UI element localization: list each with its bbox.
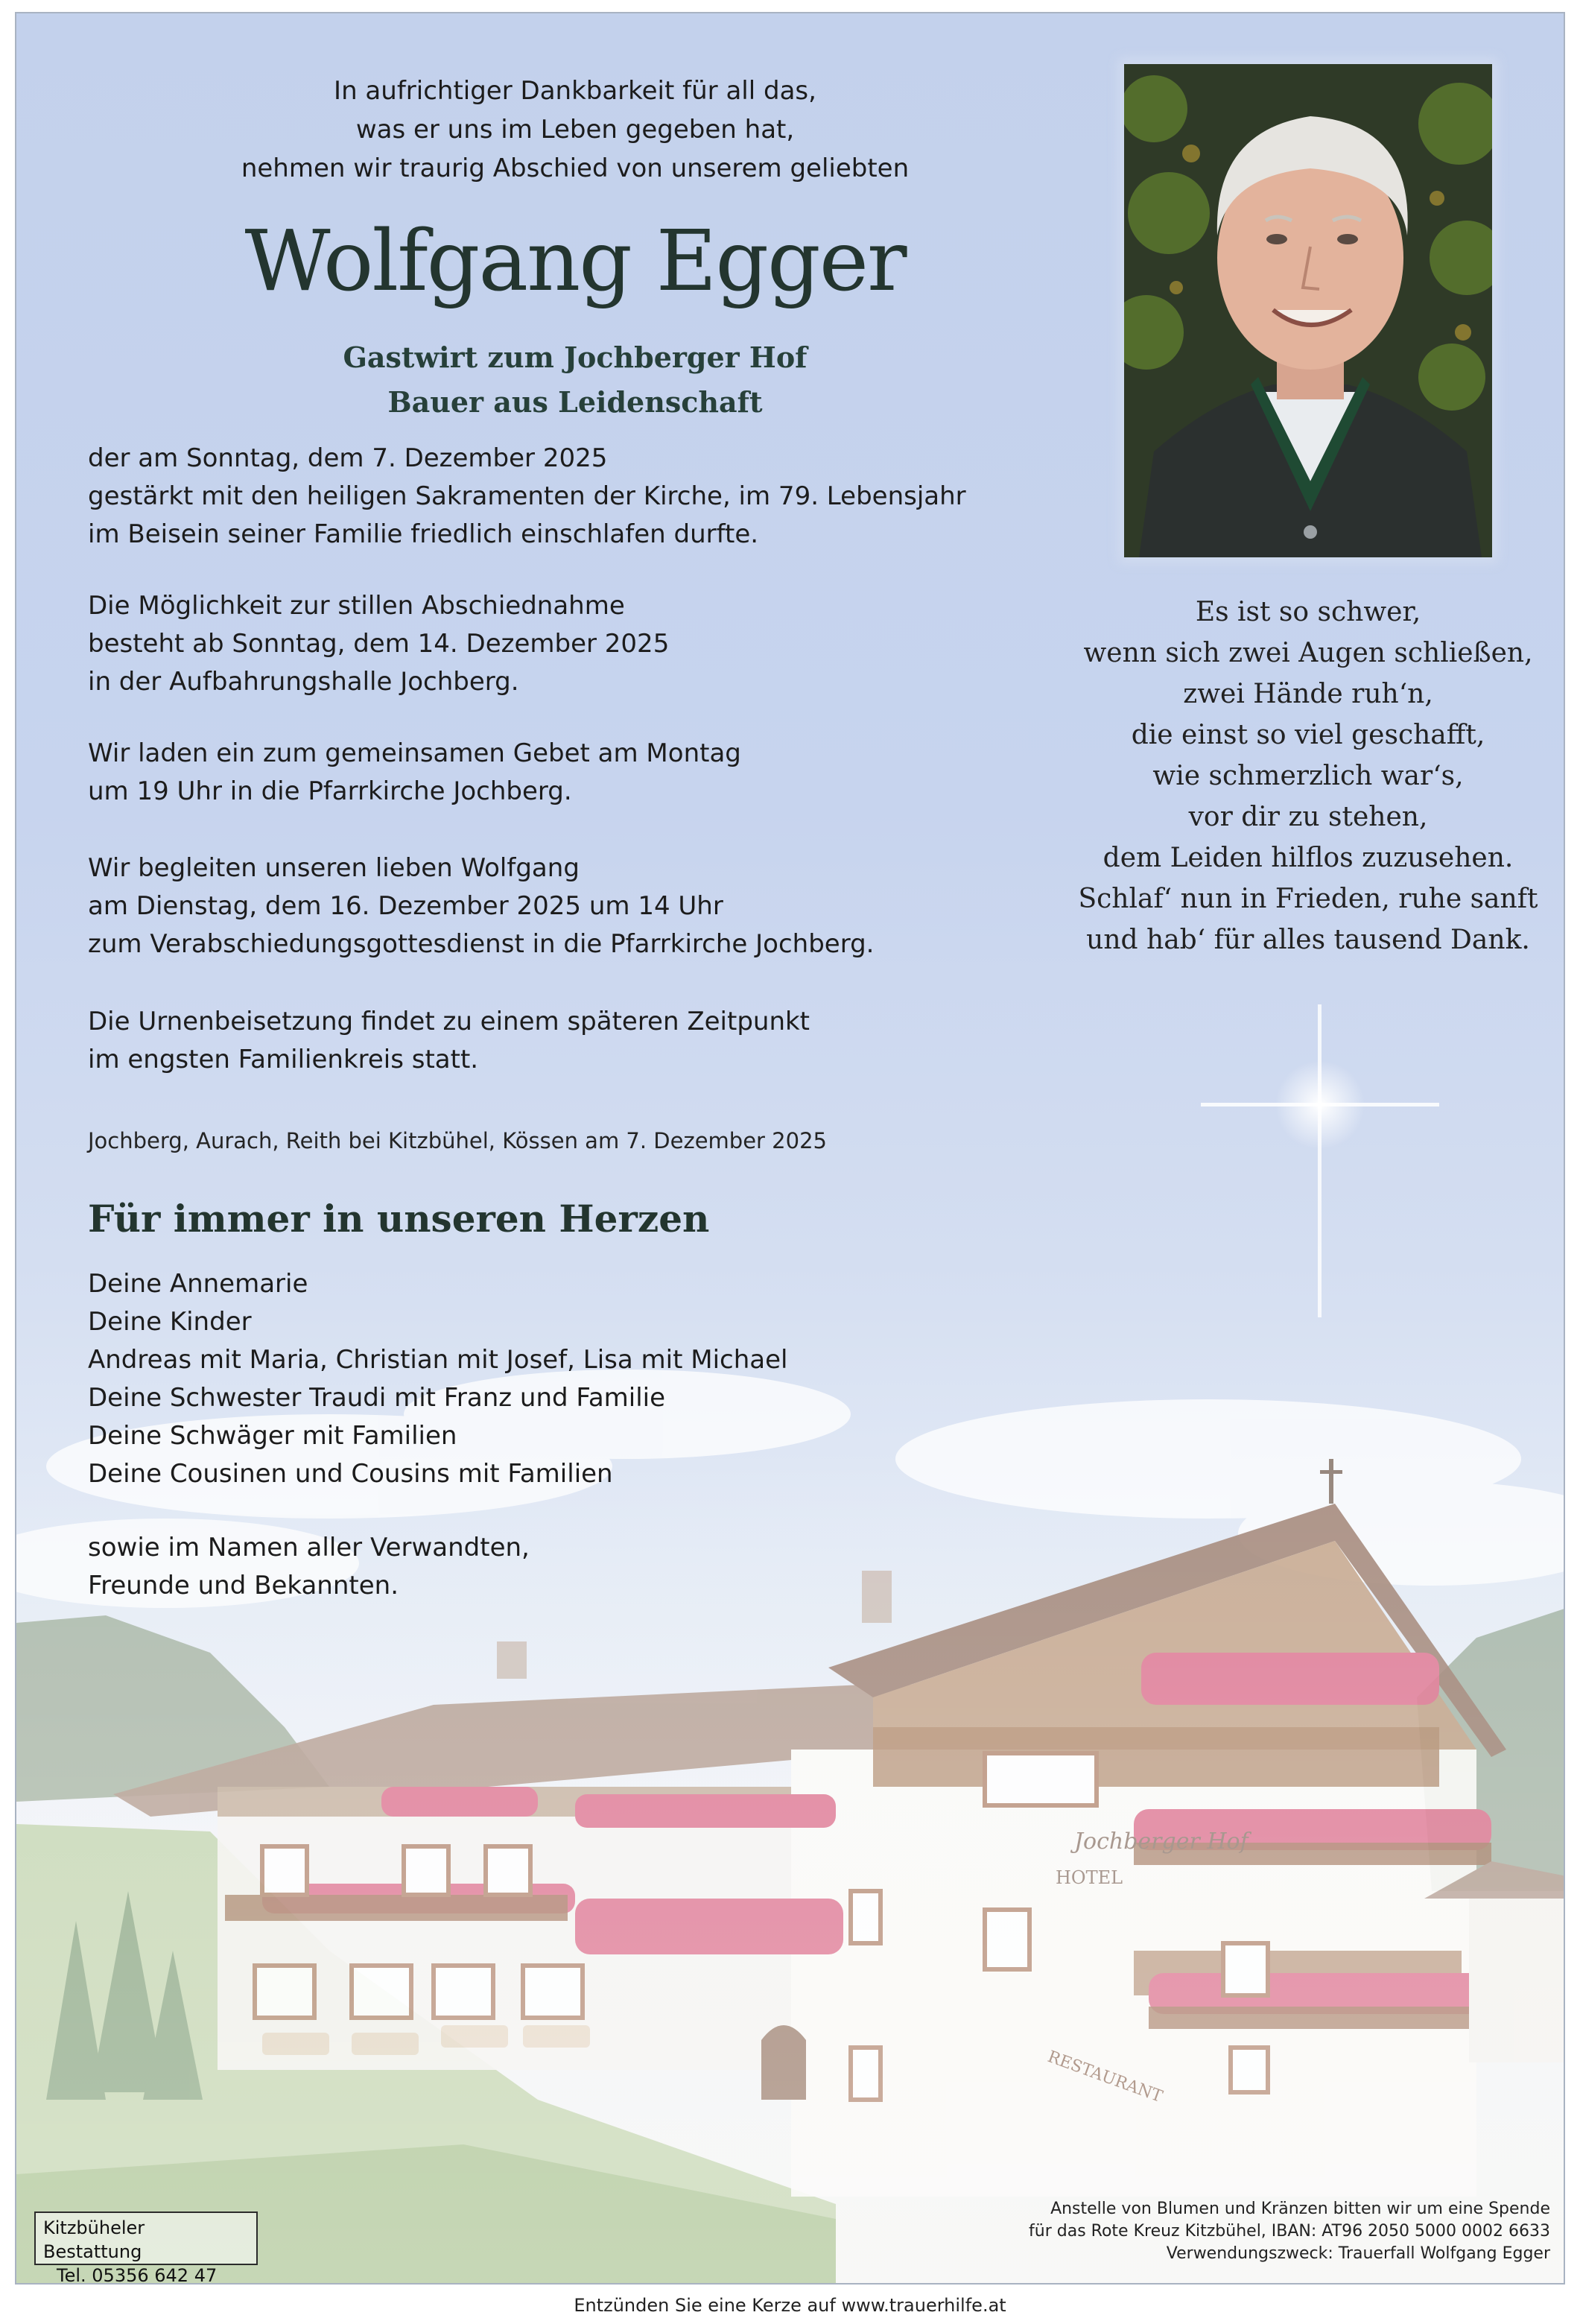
mourner-line: Deine Annemarie <box>88 1269 308 1299</box>
closing-text <box>88 1529 530 1605</box>
donation-line: für das Rote Kreuz Kitzbühel, IBAN: AT96 2050 5000 0002 6633 <box>1029 2222 1550 2241</box>
text-line: Wir begleiten unseren lieben Wolfgang <box>88 853 580 883</box>
place-date: Jochberg, Aurach, Reith bei Kitzbühel, Kössen am 7. Dezember 2025 <box>88 1128 827 1153</box>
undertaker-stamp <box>34 2211 258 2285</box>
deceased-name: Wolfgang Egger <box>244 213 906 310</box>
poem-line: wie schmerzlich war‘s, <box>1152 761 1464 791</box>
poem-line: wenn sich zwei Augen schließen, <box>1083 638 1533 668</box>
poem-line: dem Leiden hilflos zuzusehen. <box>1102 843 1514 873</box>
mourner-line: Deine Kinder <box>88 1307 252 1337</box>
poem-line: Es ist so schwer, <box>1195 597 1421 627</box>
subtitle-passion: Bauer aus Leidenschaft <box>387 385 763 419</box>
poem-line: zwei Hände ruh‘n, <box>1183 679 1433 709</box>
deceased-subtitle <box>16 335 1134 425</box>
intro-line: In aufrichtiger Dankbarkeit für all das, <box>334 76 816 106</box>
intro-text <box>16 72 1134 188</box>
urn-paragraph <box>88 1003 810 1079</box>
mourners-list <box>88 1265 787 1493</box>
undertaker-name: Kitzbüheler Bestattung <box>43 2217 145 2262</box>
text-line: Wir laden ein zum gemeinsamen Gebet am Montag <box>88 738 741 768</box>
mourner-line: Deine Schwester Traudi mit Franz und Familie <box>88 1383 666 1413</box>
poem <box>1043 592 1565 960</box>
text-line: besteht ab Sonntag, dem 14. Dezember 2025 <box>88 629 670 659</box>
poem-line: Schlaf‘ nun in Frieden, ruhe sanft <box>1078 884 1538 914</box>
text-line: Die Urnenbeisetzung findet zu einem späteren Zeitpunkt <box>88 1007 810 1036</box>
text-line: zum Verabschiedungsgottesdienst in die Pfarrkirche Jochberg. <box>88 929 875 959</box>
undertaker-phone: Tel. 05356 642 47 <box>57 2265 218 2285</box>
mourners-heading: Für immer in unseren Herzen <box>88 1197 710 1241</box>
closing-line: sowie im Namen aller Verwandten, <box>88 1533 530 1562</box>
funeral-paragraph <box>88 849 874 963</box>
poem-line: die einst so viel geschafft, <box>1131 720 1485 750</box>
portrait-photo <box>1124 64 1492 557</box>
text-line: Die Möglichkeit zur stillen Abschiednahme <box>88 591 625 621</box>
text-line: im Beisein seiner Familie friedlich einschlafen durfte. <box>88 519 759 549</box>
mourner-line: Deine Schwäger mit Familien <box>88 1421 457 1451</box>
text-line: gestärkt mit den heiligen Sakramenten der Kirche, im 79. Lebensjahr <box>88 481 966 511</box>
mourner-line: Andreas mit Maria, Christian mit Josef, Lisa mit Michael <box>88 1345 788 1375</box>
mourner-line: Deine Cousinen und Cousins mit Familien <box>88 1459 613 1489</box>
intro-line: nehmen wir traurig Abschied von unserem geliebten <box>241 153 910 183</box>
viewing-paragraph <box>88 587 669 701</box>
death-notice-paragraph <box>88 440 966 554</box>
closing-line: Freunde und Bekannten. <box>88 1571 399 1600</box>
prayer-paragraph <box>88 735 741 811</box>
footer-link-text[interactable]: Entzünden Sie eine Kerze auf www.trauerhilfe.at <box>574 2295 1006 2316</box>
poem-line: und hab‘ für alles tausend Dank. <box>1086 925 1530 955</box>
subtitle-occupation: Gastwirt zum Jochberger Hof <box>343 341 808 374</box>
poem-line: vor dir zu stehen, <box>1188 802 1428 832</box>
text-line: um 19 Uhr in die Pfarrkirche Jochberg. <box>88 776 572 806</box>
donation-line: Anstelle von Blumen und Kränzen bitten wir um eine Spende <box>1050 2200 1550 2218</box>
text-line: der am Sonntag, dem 7. Dezember 2025 <box>88 443 608 473</box>
donation-note <box>1029 2198 1550 2265</box>
star-icon <box>1201 1004 1439 1317</box>
text-line: in der Aufbahrungshalle Jochberg. <box>88 667 519 697</box>
intro-line: was er uns im Leben gegeben hat, <box>355 115 795 145</box>
obituary-card <box>15 12 1565 2285</box>
donation-line: Verwendungszweck: Trauerfall Wolfgang Egger <box>1166 2244 1550 2263</box>
text-line: im engsten Familienkreis statt. <box>88 1045 479 1074</box>
text-line: am Dienstag, dem 16. Dezember 2025 um 14 Uhr <box>88 891 723 921</box>
